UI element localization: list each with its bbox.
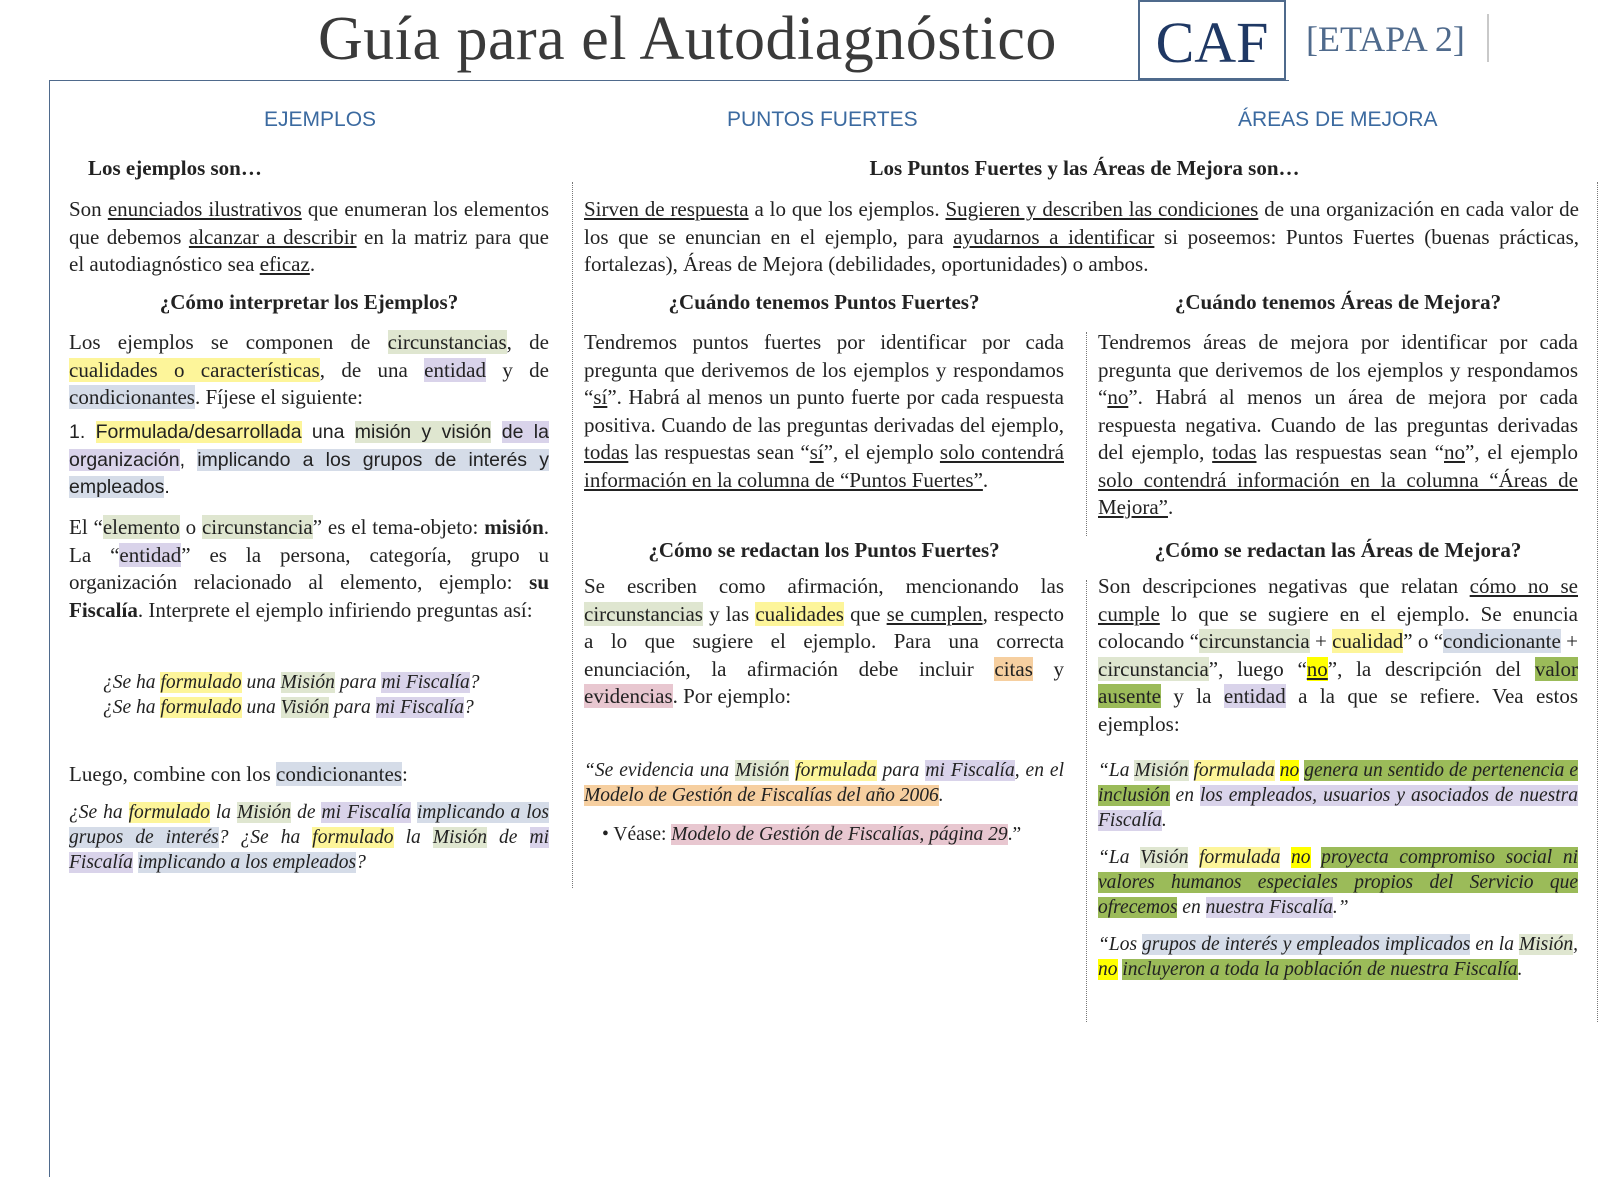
column-divider-right-bottom (1086, 580, 1087, 1022)
column-divider-left (572, 182, 573, 888)
column-header-areas-mejora: ÁREAS DE MEJORA (1238, 108, 1438, 131)
paragraph-cuando-fuertes: Tendremos puntos fuertes por identificar por cada pregunta que derivemos de los ejemplos y respondamos “sí”. Habrá al menos un punto fuerte por cada respuesta positiva. Cuando de las preguntas derivadas del ejemplo, todas las respuestas sean “sí”, el ejemplo solo contendrá información en la columna de “Puntos Fuertes”. (584, 330, 1064, 492)
frame-top-rule (49, 80, 1289, 81)
paragraph-componen: Los ejemplos se componen de circunstancias, de cualidades o características, de una entidad y de condicionantes. Fíjese el siguiente: (69, 330, 550, 409)
heading-ejemplos-son: Los ejemplos son… (88, 156, 262, 180)
paragraph-sirven: Sirven de respuesta a lo que los ejemplos. Sugieren y describen las condiciones de una organización en cada valor de los que se enuncian en el ejemplo, para ayudarnos a identificar si poseemos: Puntos Fuertes (buenas prácticas, fortalezas), Áreas de Mejora (debilidades, oportunidades) o ambos. (584, 197, 1580, 276)
heading-redactan-mejora: ¿Cómo se redactan las Áreas de Mejora? (1154, 538, 1522, 562)
frame-left-rule (49, 80, 50, 1177)
paragraph-ejemplos-son: Son enunciados ilustrativos que enumeran los elementos que debemos alcanzar a describir en la matriz para que el autodiagnóstico sea eficaz. (69, 197, 549, 276)
example-1: 1. Formulada/desarrollada una misión y visión de la organización, implicando a los grupos de interés y empleados. (69, 421, 549, 498)
heading-puntos-areas: Los Puntos Fuertes y las Áreas de Mejora son… (869, 156, 1300, 180)
heading-cuando-fuertes: ¿Cuándo tenemos Puntos Fuertes? (668, 290, 980, 314)
header-divider (1487, 14, 1489, 62)
example-mision-no: “La Misión formulada no genera un sentido de pertenencia e inclusión en los empleados, usuarios y asociados de nuestra Fiscalía. (1098, 760, 1579, 831)
example-grupos-no: “Los grupos de interés y empleados implicados en la Misión, no incluyeron a toda la población de nuestra Fiscalía. (1098, 934, 1579, 980)
column-divider-far-right (1597, 182, 1598, 1022)
heading-redactan-fuertes: ¿Cómo se redactan los Puntos Fuertes? (648, 538, 1000, 562)
stage-label: [ETAPA 2] (1306, 19, 1465, 59)
question-combinada: ¿Se ha formulado la Misión de mi Fiscalía implicando a los grupos de interés? ¿Se ha formulado la Misión de mi Fiscalía implicando a los empleados? (69, 802, 550, 873)
bullet-icon: • (602, 824, 614, 845)
bullet-vease: • Véase: Modelo de Gestión de Fiscalías, página 29.” (602, 824, 1022, 845)
question-vision: ¿Se ha formulado una Visión para mi Fiscalía? (103, 697, 474, 718)
quote-evidencia: “Se evidencia una Misión formulada para mi Fiscalía, en el Modelo de Gestión de Fiscalías del año 2006. (584, 760, 1064, 806)
question-mision: ¿Se ha formulado una Misión para mi Fiscalía? (103, 672, 480, 693)
paragraph-elemento: El “elemento o circunstancia” es el tema-objeto: misión. La “entidad” es la persona, categoría, grupo u organización relacionado al elemento, ejemplo: su Fiscalía. Interprete el ejemplo infiriendo preguntas así: (69, 515, 549, 622)
paragraph-redactan-mejora: Son descripciones negativas que relatan cómo no se cumple lo que se sugiere en el ejemplo. Se enuncia colocando “circunstancia + cualidad” o “condicionante + circunstancia”, luego “no”, la descripción del valor ausente y la entidad a la que se refiere. Vea estos ejemplos: (1098, 574, 1579, 736)
heading-cuando-mejora: ¿Cuándo tenemos Áreas de Mejora? (1174, 290, 1502, 314)
paragraph-redactan-fuertes: Se escriben como afirmación, mencionando las circunstancias y las cualidades que se cumplen, respecto a lo que sugiere el ejemplo. Para una correcta enunciación, la afirmación debe incluir citas y evidencias. Por ejemplo: (584, 574, 1064, 708)
page-title: Guía para el Autodiagnóstico (318, 5, 1057, 73)
heading-interpretar: ¿Cómo interpretar los Ejemplos? (159, 290, 459, 314)
caf-logo-box: CAF (1138, 0, 1286, 80)
column-header-ejemplos: EJEMPLOS (264, 108, 377, 131)
paragraph-luego: Luego, combine con los condicionantes: (69, 762, 408, 786)
example-vision-no: “La Visión formulada no proyecta compromiso social ni valores humanos especiales propios del Servicio que ofrecemos en nuestra Fiscalía.” (1098, 847, 1579, 918)
column-header-puntos-fuertes: PUNTOS FUERTES (727, 108, 918, 131)
column-divider-right-top (1086, 332, 1087, 536)
paragraph-cuando-mejora: Tendremos áreas de mejora por identificar por cada pregunta que derivemos de los ejemplos y respondamos “no”. Habrá al menos un área de mejora por cada respuesta negativa. Cuando de las preguntas derivadas del ejemplo, todas las respuestas sean “no”, el ejemplo solo contendrá información en la columna “Áreas de Mejora”. (1098, 330, 1578, 519)
